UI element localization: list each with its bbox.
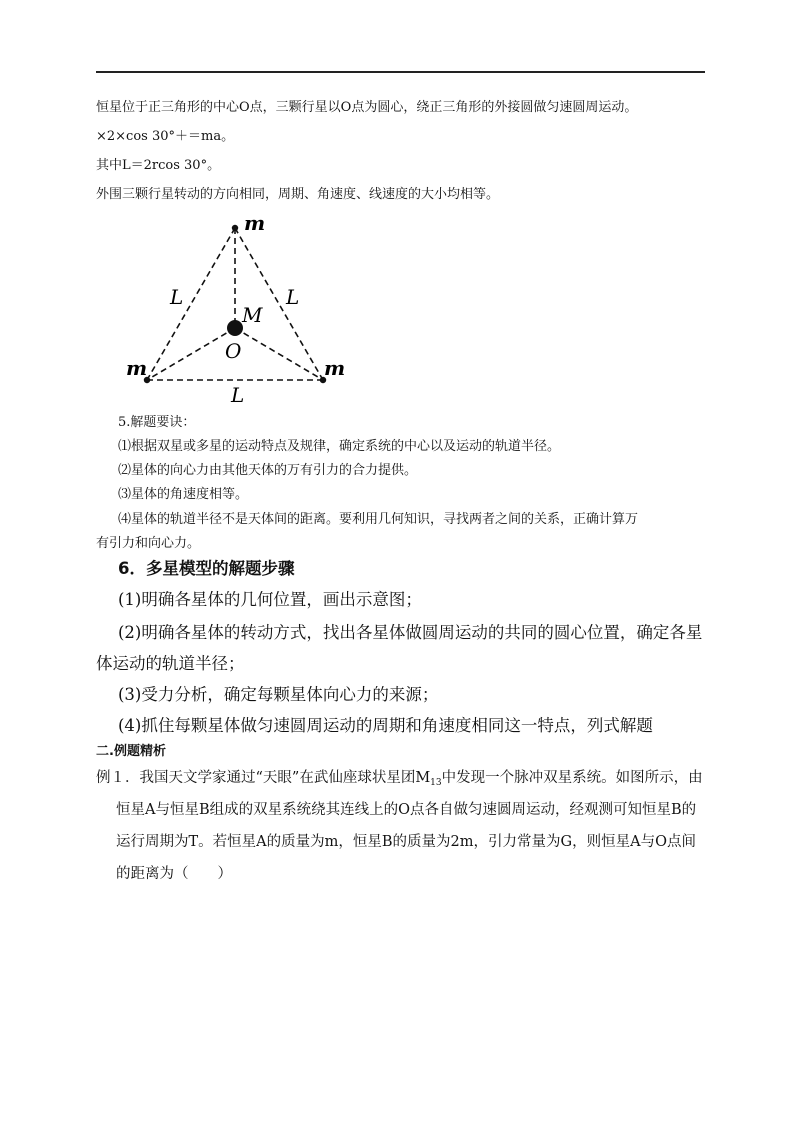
tips-title: 5.解题要诀： bbox=[118, 415, 196, 430]
example-1-line-2: 恒星A与恒星B组成的双星系统绕其连线上的O点各自做匀速圆周运动，经观测可知恒星B的 bbox=[116, 802, 697, 818]
label-bottom: L bbox=[231, 383, 245, 407]
tips-item: 有引力和向心力。 bbox=[96, 536, 201, 551]
section-title: 二.例题精析 bbox=[96, 744, 166, 759]
label-center-point: O bbox=[225, 339, 242, 363]
tips-item: ⑴根据双星或多星的运动特点及规律，确定系统的中心以及运动的轨道半径。 bbox=[118, 439, 561, 454]
label-right-m: m bbox=[324, 356, 346, 380]
step-item: (1)明确各星体的几何位置，画出示意图； bbox=[118, 590, 422, 609]
step-item: (2)明确各星体的转动方式，找出各星体做圆周运动的共同的圆心位置，确定各星 bbox=[118, 623, 703, 642]
example-1-line-4: 的距离为（ ） bbox=[116, 866, 232, 882]
intro-line-4: 外围三颗行星转动的方向相同，周期、角速度、线速度的大小均相等。 bbox=[96, 187, 500, 202]
tips-item: ⑶星体的角速度相等。 bbox=[118, 487, 249, 502]
three-star-diagram bbox=[120, 212, 360, 412]
step-item: 体运动的轨道半径； bbox=[96, 654, 245, 673]
step-item: (4)抓住每颗星体做匀速圆周运动的周期和角速度相同这一特点，列式解题 bbox=[118, 716, 653, 735]
tips-item: ⑷星体的轨道半径不是天体间的距离。要利用几何知识，寻找两者之间的关系，正确计算万 bbox=[118, 512, 639, 527]
central-star bbox=[227, 320, 243, 336]
triangle-side-left bbox=[147, 228, 235, 380]
label-center-mass: M bbox=[242, 303, 263, 327]
header-rule bbox=[96, 71, 705, 73]
tips-item: ⑵星体的向心力由其他天体的万有引力的合力提供。 bbox=[118, 463, 418, 478]
planet-top bbox=[232, 225, 238, 231]
label-side-left: L bbox=[170, 285, 184, 309]
intro-line-2: ×2×cos 30°＋＝ma。 bbox=[96, 129, 235, 144]
example-1-line-3: 运行周期为T。若恒星A的质量为m，恒星B的质量为2m，引力常量为G，则恒星A与O点间 bbox=[116, 834, 696, 850]
example-1-line-1 bbox=[96, 769, 703, 787]
intro-line-1: 恒星位于正三角形的中心O点，三颗行星以O点为圆心，绕正三角形的外接圆做匀速圆周运动。 bbox=[96, 100, 638, 115]
label-top-m: m bbox=[244, 212, 266, 235]
example-1-text: 中发现一个脉冲双星系统。如图所示，由 bbox=[441, 770, 703, 786]
center-to-right bbox=[235, 328, 323, 380]
example-1-text: 例１．我国天文学家通过“天眼”在武仙座球状星团M bbox=[96, 770, 431, 786]
intro-line-3: 其中L＝2rcos 30°。 bbox=[96, 158, 221, 173]
cluster-subscript: 13 bbox=[430, 778, 442, 788]
steps-title: 6．多星模型的解题步骤 bbox=[118, 559, 295, 578]
center-to-left bbox=[147, 328, 235, 380]
label-side-right: L bbox=[286, 285, 300, 309]
label-left-m: m bbox=[126, 356, 148, 380]
step-item: (3)受力分析，确定每颗星体向心力的来源； bbox=[118, 685, 439, 704]
